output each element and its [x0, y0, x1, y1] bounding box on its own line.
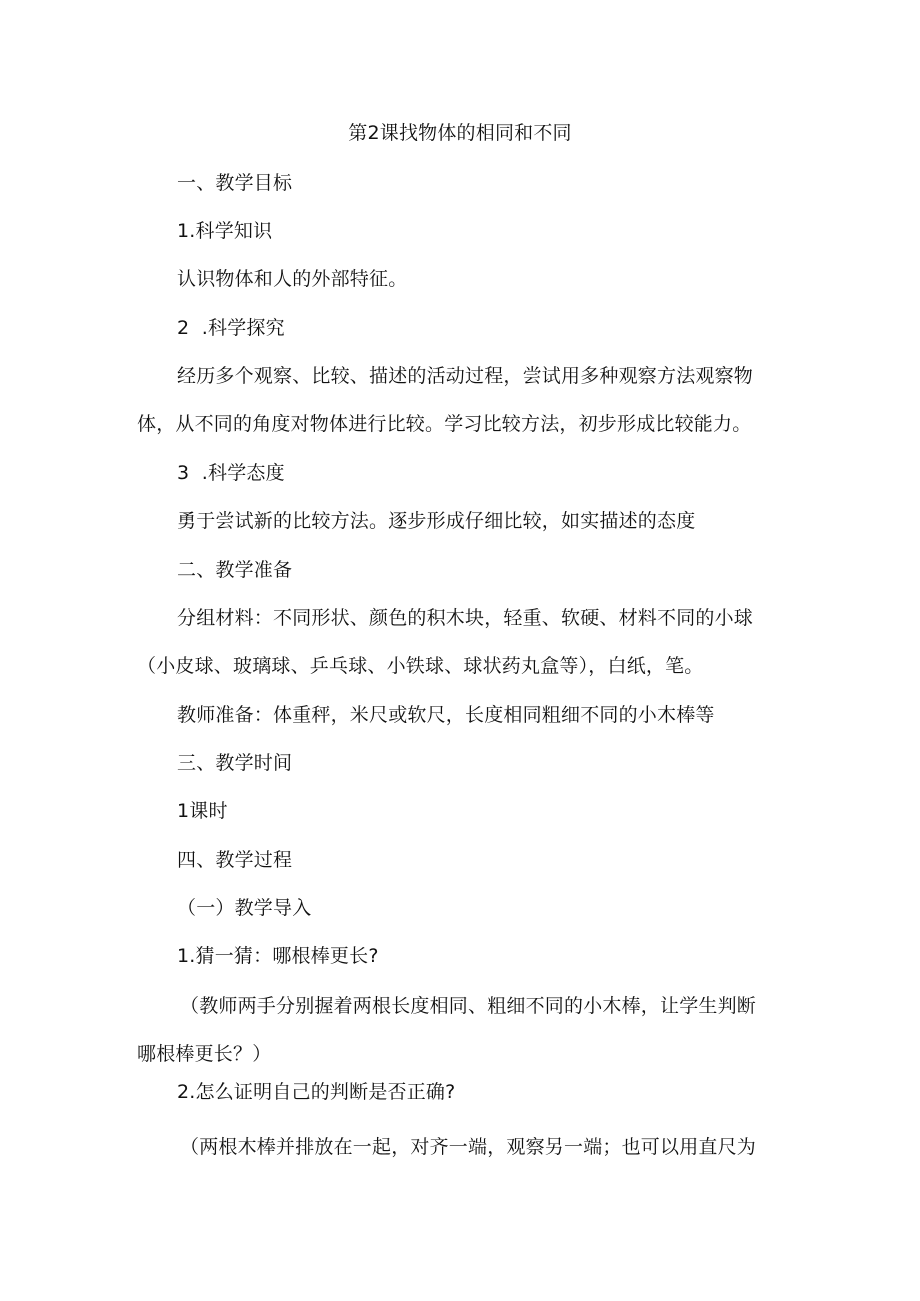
lesson-title: 第2课找物体的相同和不同 [348, 122, 572, 144]
paragraph-line: 勇于尝试新的比较方法。逐步形成仔细比较，如实描述的态度 [177, 510, 696, 532]
paragraph-line: （两根木棒并排放在一起，对齐一端，观察另一端；也可以用直尺为 [180, 1136, 757, 1158]
section-heading-process: 四、教学过程 [177, 849, 293, 871]
paragraph-line: 1课时 [177, 800, 228, 822]
section-heading-goals: 一、教学目标 [177, 172, 293, 194]
paragraph-line: 1.猜一猜：哪根棒更长? [177, 945, 379, 967]
paragraph-line: 体，从不同的角度对物体进行比较。学习比较方法，初步形成比较能力。 [137, 413, 752, 435]
subheading-attitude: 3 .科学态度 [177, 462, 285, 484]
paragraph-line: 哪根棒更长？） [137, 1043, 272, 1065]
subheading-inquiry: 2 .科学探究 [177, 317, 285, 339]
paragraph-line: （小皮球、玻璃球、乒乓球、小铁球、球状药丸盒等），白纸，笔。 [137, 655, 704, 677]
paragraph-line: 教师准备：体重秤，米尺或软尺，长度相同粗细不同的小木棒等 [177, 704, 715, 726]
paragraph-line: 经历多个观察、比较、描述的活动过程，尝试用多种观察方法观察物 [177, 365, 754, 387]
section-heading-time: 三、教学时间 [177, 752, 293, 774]
subheading-introduction: （一）教学导入 [177, 897, 312, 919]
paragraph-line: 认识物体和人的外部特征。 [177, 268, 408, 290]
paragraph-line: 2.怎么证明自己的判断是否正确? [177, 1081, 456, 1103]
subheading-knowledge: 1.科学知识 [177, 220, 273, 242]
paragraph-line: （教师两手分别握着两根长度相同、粗细不同的小木棒，让学生判断 [180, 995, 757, 1017]
section-heading-preparation: 二、教学准备 [177, 559, 293, 581]
paragraph-line: 分组材料：不同形状、颜色的积木块，轻重、软硬、材料不同的小球 [177, 607, 754, 629]
